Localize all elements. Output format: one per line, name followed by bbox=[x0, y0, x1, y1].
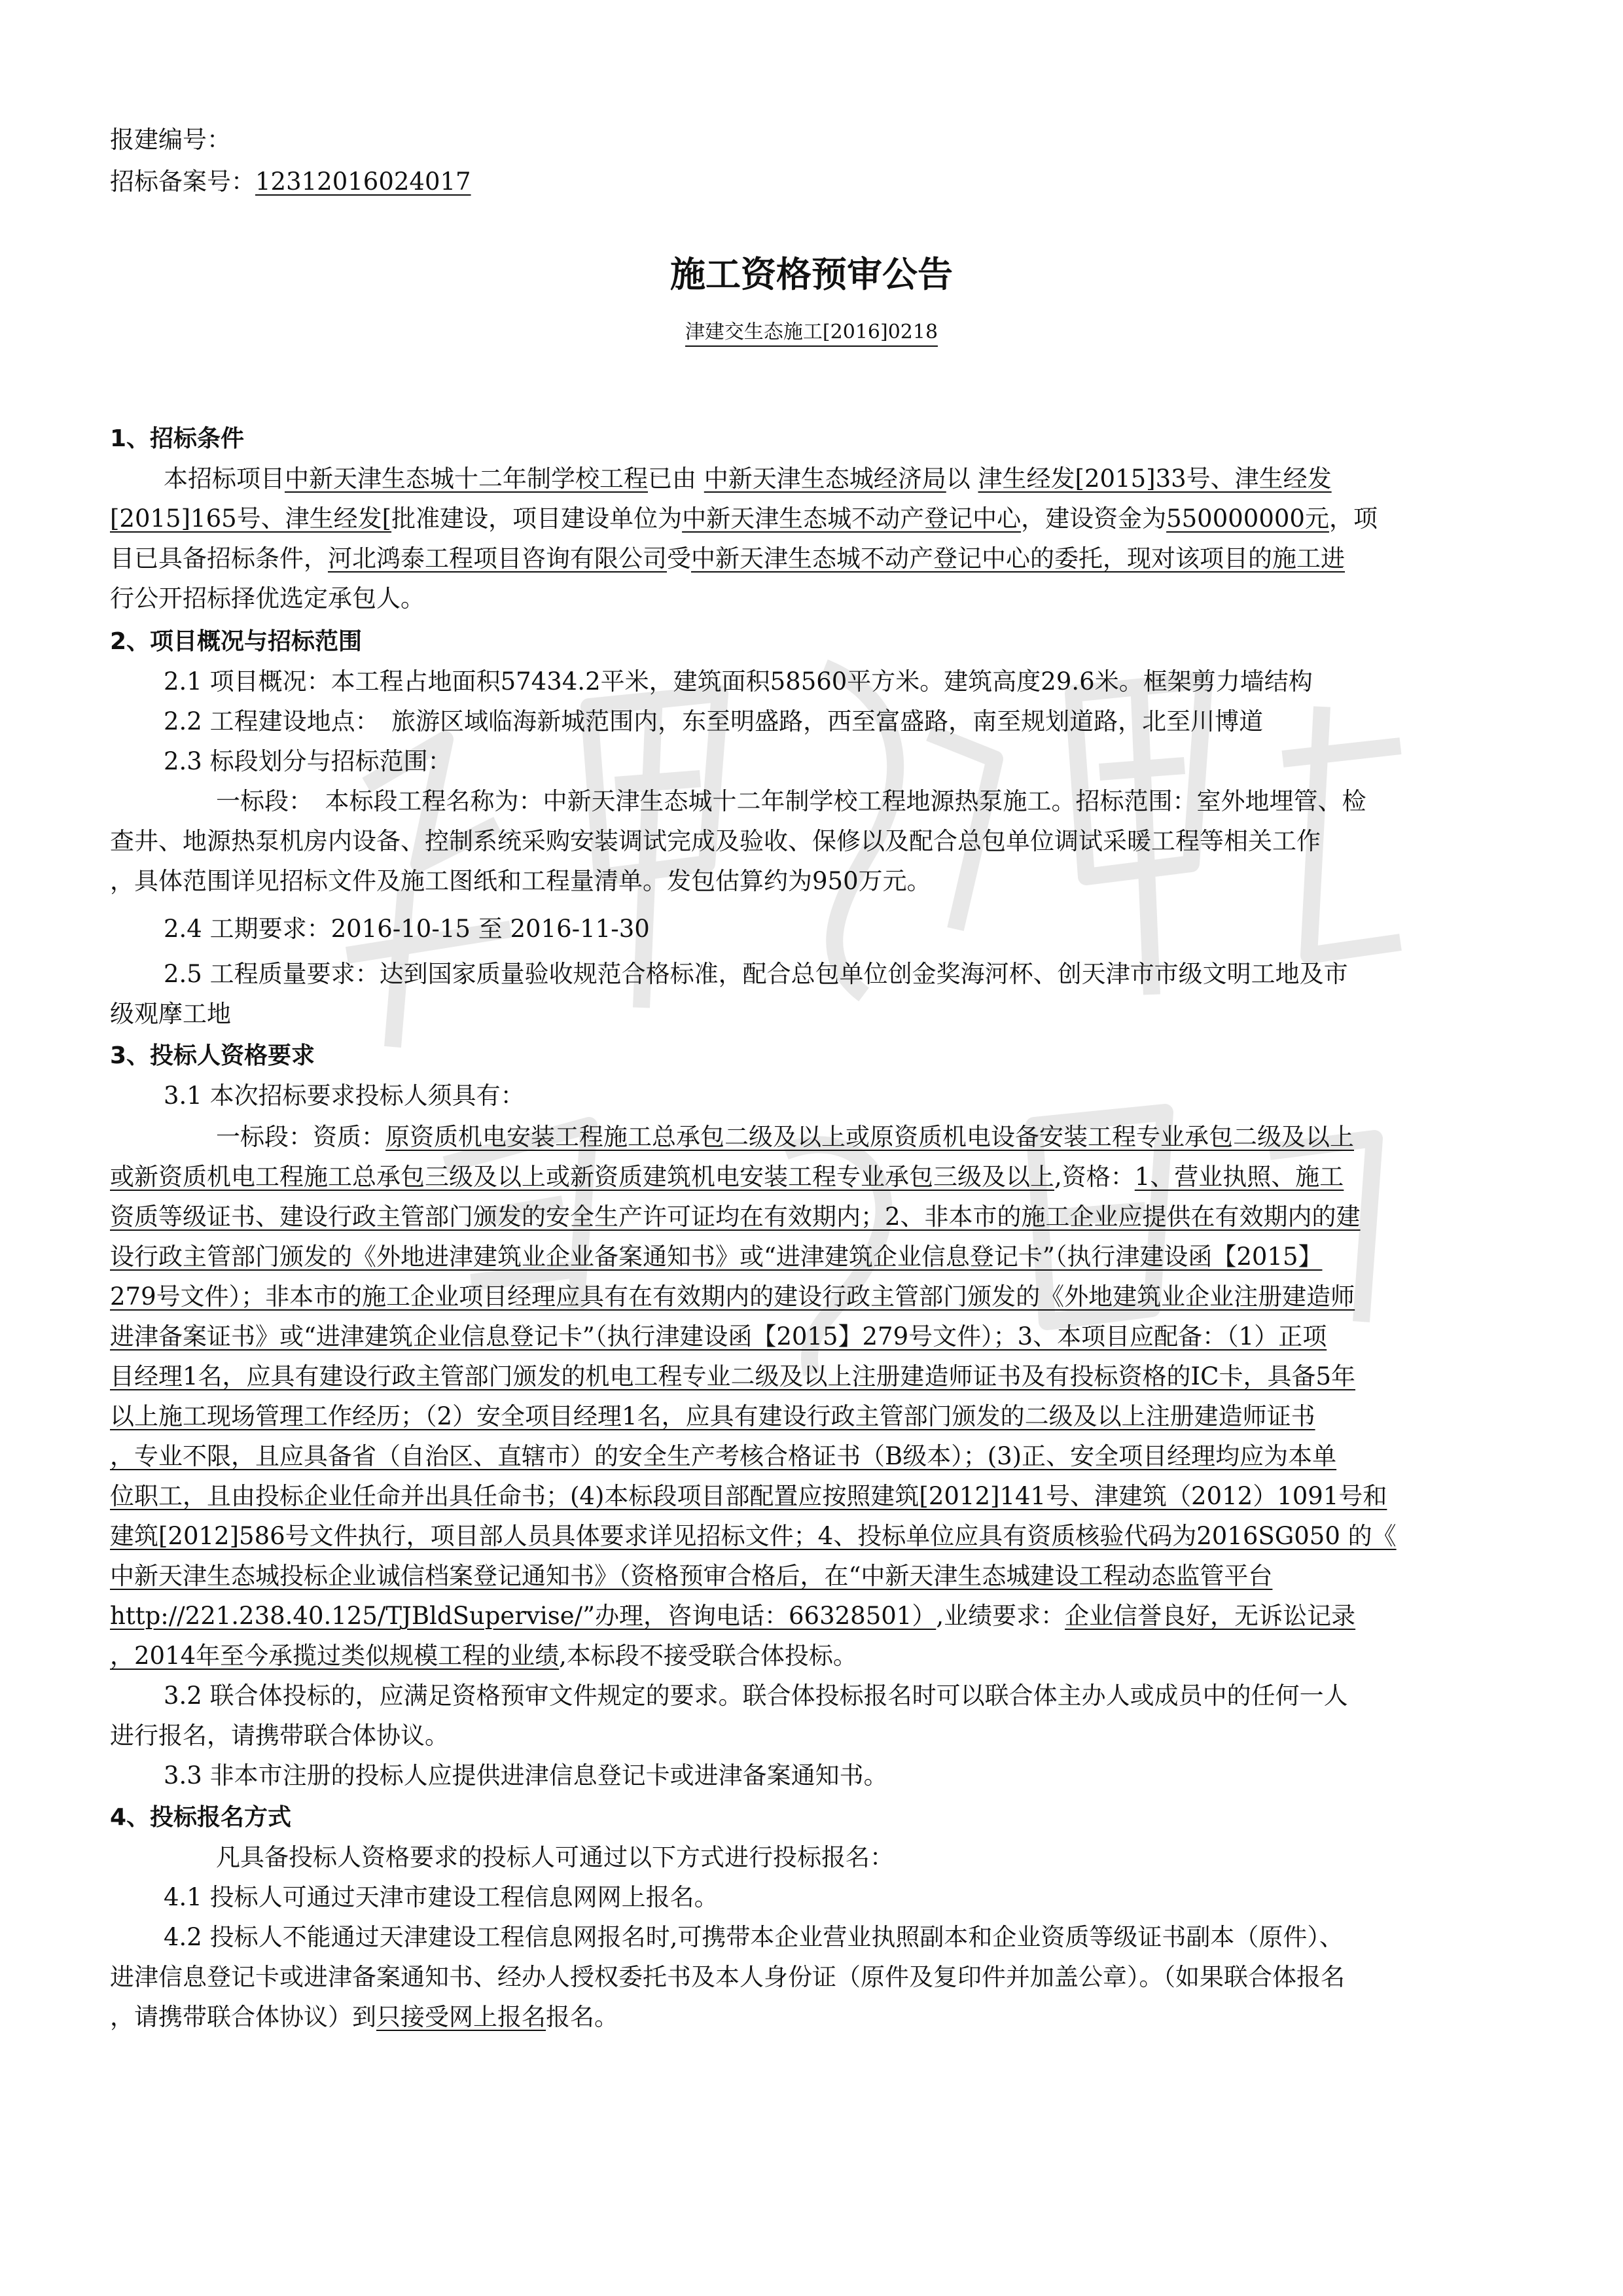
item-3-2-line-1: 3.2 联合体投标的，应满足资格预审文件规定的要求。联合体投标报名时可以联合体主办人或成员中的任何一人 bbox=[164, 1682, 1348, 1710]
registration-number-line bbox=[110, 123, 1517, 157]
item-3-1-line-11: 建筑[2012]586号文件执行，项目部人员具体要求详见招标文件；4、投标单位应具有资质核验代码为2016SG050 的《 bbox=[110, 1522, 1397, 1550]
filing-number-line bbox=[110, 165, 1517, 199]
section-1-line-3: 目已具备招标条件，河北鸿泰工程项目咨询有限公司受中新天津生态城不动产登记中心的委托，现对该项目的施工进 bbox=[110, 544, 1345, 573]
section-1-line-1: 本招标项目中新天津生态城十二年制学校工程已由 中新天津生态城经济局以 津生经发[2015]33号、津生经发 bbox=[164, 465, 1332, 493]
section-4-intro: 凡具备投标人资格要求的投标人可通过以下方式进行投标报名： bbox=[216, 1843, 894, 1871]
item-2-3-line-1: 一标段： 本标段工程名称为：中新天津生态城十二年制学校工程地源热泵施工。招标范围：室外地埋管、检 bbox=[216, 787, 1366, 815]
item-2-3: 2.3 标段划分与招标范围： bbox=[164, 747, 452, 775]
item-2-2: 2.2 工程建设地点： 旅游区域临海新城范围内，东至明盛路，西至富盛路，南至规划道路，北至川博道 bbox=[164, 707, 1264, 735]
item-2-5-line-1: 2.5 工程质量要求：达到国家质量验收规范合格标准，配合总包单位创金奖海河杯、创天津市市级文明工地及市 bbox=[164, 960, 1348, 988]
item-3-3: 3.3 非本市注册的投标人应提供进津信息登记卡或进津备案通知书。 bbox=[164, 1761, 888, 1790]
item-4-2-line-1: 4.2 投标人不能通过天津建设工程信息网报名时,可携带本企业营业执照副本和企业资质等级证书副本（原件）、 bbox=[164, 1923, 1344, 1951]
item-3-1-line-14: ，2014年至今承揽过类似规模工程的业绩,本标段不接受联合体投标。 bbox=[110, 1642, 857, 1670]
item-3-1-line-9: ，专业不限，且应具备省（自治区、直辖市）的安全生产考核合格证书（B级本）；(3)正、安全项目经理均应为本单 bbox=[110, 1442, 1337, 1470]
item-4-2-line-2: 进津信息登记卡或进津备案通知书、经办人授权委托书及本人身份证（原件及复印件并加盖公章）。（如果联合体报名 bbox=[110, 1963, 1345, 1991]
item-2-1: 2.1 项目概况：本工程占地面积57434.2平米，建筑面积58560平方米。建筑高度29.6米。框架剪力墙结构 bbox=[164, 667, 1313, 696]
page-title: 施工资格预审公告 bbox=[670, 254, 953, 295]
item-3-1-line-13: http://221.238.40.125/TJBldSupervise/”办理，咨询电话：66328501）,业绩要求：企业信誉良好，无诉讼记录 bbox=[110, 1602, 1356, 1630]
filing-number-value: 12312016024017 bbox=[255, 168, 471, 196]
item-3-1-line-3: 资质等级证书、建设行政主管部门颁发的安全生产许可证均在有效期内；2、非本市的施工企业应提供在有效期内的建 bbox=[110, 1203, 1361, 1231]
item-3-1-line-4: 设行政主管部门颁发的《外地进津建筑业企业备案通知书》或“进津建筑企业信息登记卡”（执行津建设函【2015】 bbox=[110, 1243, 1323, 1271]
registration-number-label: 报建编号： bbox=[110, 126, 231, 154]
item-3-1-line-12: 中新天津生态城投标企业诚信档案登记通知书》（资格预审合格后，在“中新天津生态城建设工程动态监管平台 bbox=[110, 1562, 1273, 1590]
filing-number-label: 招标备案号： bbox=[110, 168, 255, 196]
item-3-1-line-7: 目经理1名，应具有建设行政主管部门颁发的机电工程专业二级及以上注册建造师证书及有投标资格的IC卡，具备5年 bbox=[110, 1362, 1356, 1390]
item-3-1-line-8: 以上施工现场管理工作经历；（2）安全项目经理1名，应具有建设行政主管部门颁发的二级及以上注册建造师证书 bbox=[110, 1402, 1315, 1430]
item-3-1-line-2: 或新资质机电工程施工总承包三级及以上或新资质建筑机电安装工程专业承包三级及以上,资格：1、营业执照、施工 bbox=[110, 1163, 1344, 1191]
item-2-5-line-2: 级观摩工地 bbox=[110, 1000, 231, 1028]
section-1-heading: 1、招标条件 bbox=[110, 425, 245, 452]
section-3-heading: 3、投标人资格要求 bbox=[110, 1042, 315, 1069]
document-number: 津建交生态施工[2016]0218 bbox=[0, 319, 1623, 345]
item-2-4: 2.4 工期要求：2016-10-15 至 2016-11-30 bbox=[164, 915, 650, 943]
item-3-1: 3.1 本次招标要求投标人须具有： bbox=[164, 1082, 525, 1110]
item-4-1: 4.1 投标人可通过天津市建设工程信息网网上报名。 bbox=[164, 1883, 719, 1911]
item-3-1-line-5: 279号文件）；非本市的施工企业项目经理应具有在有效期内的建设行政主管部门颁发的《外地建筑业企业注册建造师 bbox=[110, 1282, 1355, 1311]
item-3-1-line-10: 位职工，且由投标企业任命并出具任命书；(4)本标段项目部配置应按照建筑[2012]141号、津建筑（2012）1091号和 bbox=[110, 1482, 1387, 1510]
section-4-heading: 4、投标报名方式 bbox=[110, 1804, 292, 1831]
item-3-1-line-1: 一标段：资质：原资质机电安装工程施工总承包二级及以上或原资质机电设备安装工程专业承包二级及以上 bbox=[216, 1123, 1354, 1151]
item-3-1-line-6: 进津备案证书》或“进津建筑企业信息登记卡”（执行津建设函【2015】279号文件）；3、本项目应配备：（1）正项 bbox=[110, 1322, 1327, 1351]
section-1-line-4: 行公开招标择优选定承包人。 bbox=[110, 584, 425, 612]
item-4-2-line-3: ，请携带联合体协议）到只接受网上报名报名。 bbox=[110, 2003, 618, 2031]
section-2-heading: 2、项目概况与招标范围 bbox=[110, 628, 363, 655]
item-3-2-line-2: 进行报名，请携带联合体协议。 bbox=[110, 1722, 449, 1750]
item-2-3-line-3: ，具体范围详见招标文件及施工图纸和工程量清单。发包估算约为950万元。 bbox=[110, 867, 931, 895]
item-2-3-line-2: 查井、地源热泵机房内设备、控制系统采购安装调试完成及验收、保修以及配合总包单位调试采暖工程等相关工作 bbox=[110, 827, 1321, 855]
section-1-line-2: [2015]165号、津生经发[批准建设，项目建设单位为中新天津生态城不动产登记中心，建设资金为550000000元，项 bbox=[110, 504, 1378, 533]
